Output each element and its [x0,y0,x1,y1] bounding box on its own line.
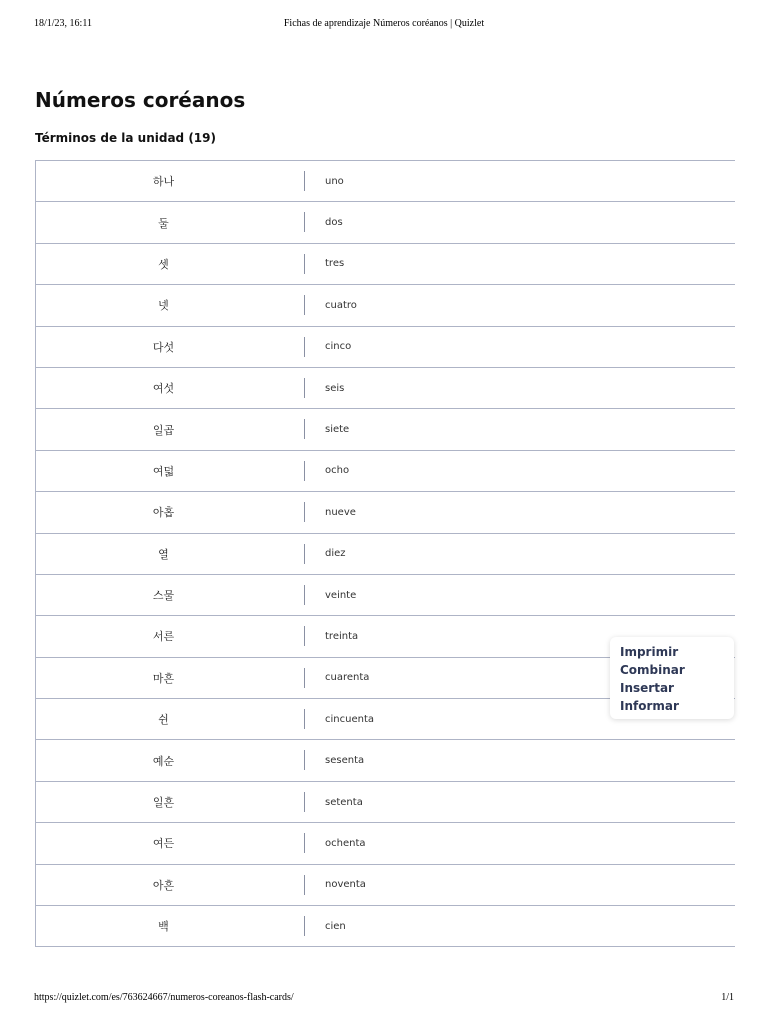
term-definition: cincuenta [325,713,374,725]
term-word: 아흔 [152,878,175,892]
term-word: 하나 [152,175,175,189]
term-row [36,327,735,368]
term-divider [304,337,305,357]
term-definition: veinte [325,589,357,601]
term-divider [304,916,305,936]
term-definition: cuarenta [325,672,370,684]
term-divider [304,875,305,895]
menu-item-informar[interactable]: Informar [620,699,679,713]
term-row [36,823,735,864]
term-row [36,534,735,575]
term-definition: seis [325,382,345,394]
term-definition: uno [325,175,344,187]
term-word: 일곱 [152,423,175,437]
term-word: 아홉 [152,506,175,520]
term-definition: ocho [325,465,350,477]
term-row [36,202,735,243]
term-word: 예순 [152,754,175,768]
term-definition: cinco [325,341,352,353]
term-divider [304,750,305,770]
term-row [36,451,735,492]
term-word: 스물 [152,589,175,603]
term-row [36,492,735,533]
term-row [36,782,735,823]
print-page-title: Fichas de aprendizaje Números coréanos | Quizlet [283,18,485,29]
term-definition: setenta [325,796,363,808]
term-word: 넷 [158,299,169,313]
term-definition: noventa [325,879,366,891]
print-footer [34,992,734,1006]
term-divider [304,502,305,522]
print-header [34,18,734,32]
term-row [36,368,735,409]
term-word: 둘 [158,216,169,230]
term-definition: dos [325,217,343,229]
print-page-number: 1/1 [721,992,734,1003]
term-row [36,244,735,285]
term-definition: siete [325,424,350,436]
page-title: Números coréanos [35,88,246,112]
term-divider [304,668,305,688]
term-definition: ochenta [325,837,366,849]
term-definition: cuatro [325,299,357,311]
actions-menu [610,637,734,719]
term-divider [304,544,305,564]
term-row [36,409,735,450]
term-divider [304,295,305,315]
term-divider [304,626,305,646]
term-definition: sesenta [325,755,365,767]
term-divider [304,419,305,439]
term-definition: treinta [325,630,359,642]
term-row [36,161,735,202]
menu-item-insertar[interactable]: Insertar [620,681,674,695]
term-word: 여섯 [152,382,175,396]
terms-table [35,160,735,947]
term-word: 백 [158,920,169,934]
term-word: 쉰 [158,713,169,727]
terms-count-heading: Términos de la unidad (19) [35,131,216,145]
term-word: 서른 [152,630,175,644]
term-row [36,906,735,947]
term-divider [304,709,305,729]
term-divider [304,461,305,481]
print-url: https://quizlet.com/es/763624667/numeros-coreanos-flash-cards/ [34,992,294,1003]
term-divider [304,378,305,398]
term-definition: cien [325,920,346,932]
term-divider [304,212,305,232]
term-word: 여든 [152,837,175,851]
term-word: 셋 [158,257,169,271]
print-timestamp: 18/1/23, 16:11 [34,18,92,29]
term-divider [304,585,305,605]
term-divider [304,171,305,191]
term-definition: nueve [325,506,356,518]
term-definition: tres [325,258,345,270]
term-word: 여덟 [152,464,175,478]
term-word: 일흔 [152,796,175,810]
term-divider [304,792,305,812]
term-row [36,575,735,616]
menu-item-combinar[interactable]: Combinar [620,663,685,677]
term-word: 마흔 [152,671,175,685]
term-row [36,740,735,781]
term-row [36,865,735,906]
term-word: 다섯 [152,340,175,354]
term-divider [304,833,305,853]
term-definition: diez [325,548,346,560]
term-word: 열 [158,547,169,561]
term-row [36,285,735,326]
term-divider [304,254,305,274]
menu-item-imprimir[interactable]: Imprimir [620,645,679,659]
